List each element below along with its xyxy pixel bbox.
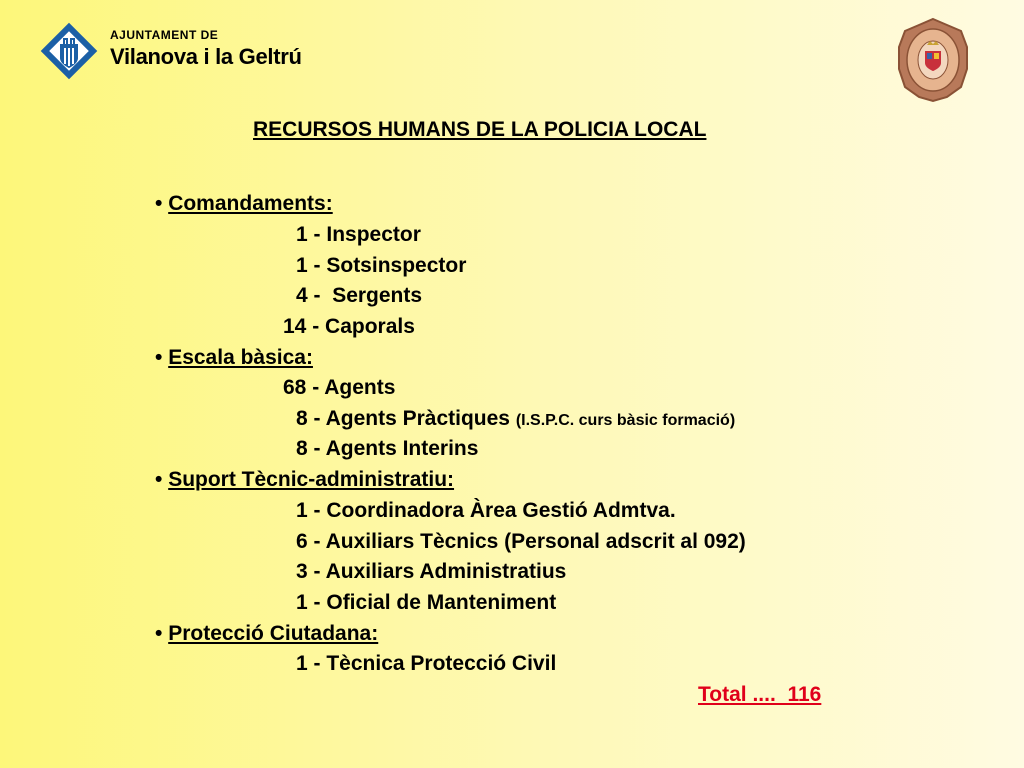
item-count: 1: [296, 254, 308, 277]
section-suport-tecnic: • Suport Tècnic-administratiu:: [155, 468, 455, 491]
list-item: 14 - Caporals: [283, 315, 415, 338]
list-item: 4 - Sergents: [296, 284, 423, 307]
item-text: Tècnica Protecció Civil: [326, 652, 557, 675]
list-item: 1 - Oficial de Manteniment: [296, 591, 557, 614]
section-label: Escala bàsica:: [168, 346, 313, 369]
item-count: 3: [296, 560, 308, 583]
item-note: (I.S.P.C. curs bàsic formació): [515, 412, 736, 429]
item-text: Caporals: [325, 315, 415, 338]
item-text: Agents Pràctiques: [325, 407, 510, 430]
list-item: 1 - Inspector: [296, 223, 421, 246]
list-item: 3 - Auxiliars Administratius: [296, 560, 567, 583]
item-count: 6: [296, 530, 308, 553]
item-text: Auxiliars Tècnics (Personal adscrit al 092): [325, 530, 746, 553]
item-text: Oficial de Manteniment: [326, 591, 557, 614]
item-text: Auxiliars Administratius: [325, 560, 567, 583]
logo-line-1: AJUNTAMENT DE: [110, 28, 219, 42]
page-title: RECURSOS HUMANS DE LA POLICIA LOCAL: [253, 118, 707, 141]
list-item: 1 - Sotsinspector: [296, 254, 467, 277]
city-logo: [38, 20, 318, 84]
item-text: Inspector: [326, 223, 421, 246]
item-text: Sergents: [326, 284, 423, 307]
list-item: 1 - Coordinadora Àrea Gestió Admtva.: [296, 499, 676, 522]
section-label: Protecció Ciutadana:: [168, 622, 379, 645]
section-label: Suport Tècnic-administratiu:: [168, 468, 455, 491]
item-text: Agents Interins: [325, 437, 479, 460]
item-count: 68: [283, 376, 307, 399]
total-count: Total .... 116: [698, 683, 822, 706]
item-text: Sotsinspector: [326, 254, 467, 277]
section-comandaments: • Comandaments:: [155, 192, 333, 215]
list-item: 8 - Agents Pràctiques (I.S.P.C. curs bàsic formació): [296, 407, 736, 430]
item-count: 1: [296, 223, 308, 246]
section-escala-basica: • Escala bàsica:: [155, 346, 313, 369]
item-count: 1: [296, 499, 308, 522]
vilanova-shield-icon: [38, 20, 100, 82]
section-proteccio-ciutadana: • Protecció Ciutadana:: [155, 622, 379, 645]
item-count: 8: [296, 437, 308, 460]
item-count: 14: [283, 315, 307, 338]
list-item: 68 - Agents: [283, 376, 396, 399]
list-item: 6 - Auxiliars Tècnics (Personal adscrit al 092): [296, 530, 746, 553]
item-text: Agents: [324, 376, 396, 399]
list-item: 8 - Agents Interins: [296, 437, 479, 460]
item-count: 4: [296, 284, 308, 307]
item-count: 8: [296, 407, 308, 430]
item-count: 1: [296, 591, 308, 614]
section-label: Comandaments:: [168, 192, 333, 215]
item-text: Coordinadora Àrea Gestió Admtva.: [326, 499, 676, 522]
police-badge: [897, 17, 969, 103]
list-item: 1 - Tècnica Protecció Civil: [296, 652, 557, 675]
item-count: 1: [296, 652, 308, 675]
logo-line-2: Vilanova i la Geltrú: [110, 44, 302, 69]
police-badge-icon: [897, 17, 969, 103]
